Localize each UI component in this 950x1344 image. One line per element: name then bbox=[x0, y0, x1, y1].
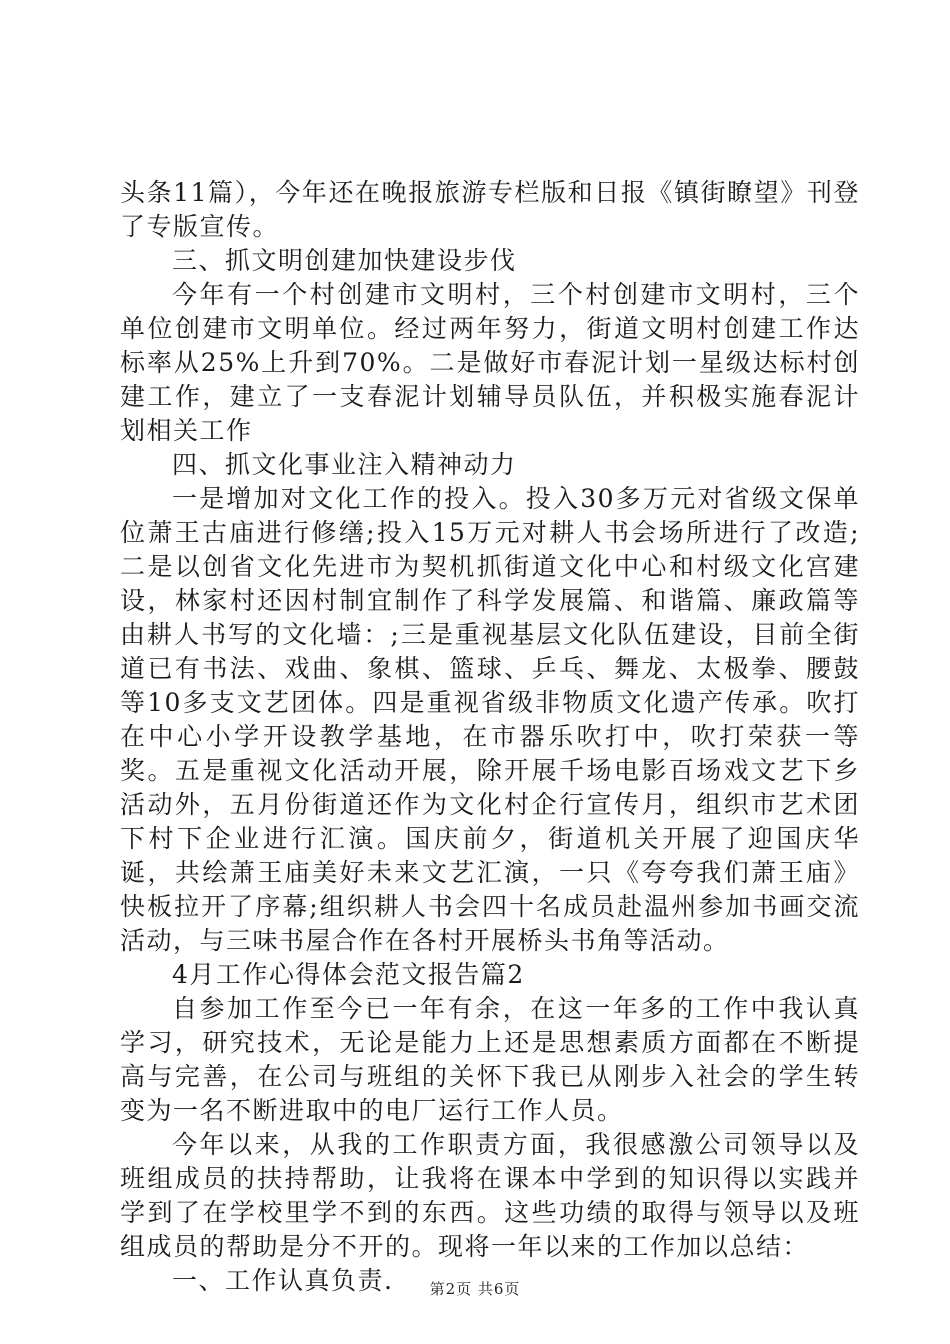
page-footer: 第2页 共6页 bbox=[429, 1280, 521, 1298]
paragraph-5: 今年以来，从我的工作职责方面，我很感激公司领导以及班组成员的扶持帮助，让我将在课本中学到的知识得以实践并学到了在学校里学不到的东西。这些功绩的取得与领导以及班组成员的帮助是分不开的。现将一年以来的工作加以总结： bbox=[120, 1130, 860, 1261]
paragraph-2: 今年有一个村创建市文明村，三个村创建市文明村，三个单位创建市文明单位。经过两年努力，街道文明村创建工作达标率从25%上升到70%。二是做好市春泥计划一星级达标村创建工作，建立了一支春泥计划辅导员队伍，并积极实施春泥计划相关工作 bbox=[120, 280, 860, 445]
document-body bbox=[120, 176, 860, 1298]
article-title: 4月工作心得体会范文报告篇2 bbox=[172, 960, 525, 989]
paragraph-3: 一是增加对文化工作的投入。投入30多万元对省级文保单位萧王古庙进行修缮;投入15万元对耕人书会场所进行了改造;二是以创省文化先进市为契机抓街道文化中心和村级文化宫建设，林家村还因村制宜制作了科学发展篇、和谐篇、廉政篇等由耕人书写的文化墙：;三是重视基层文化队伍建设，目前全街道已有书法、戏曲、象棋、篮球、乒乓、舞龙、太极拳、腰鼓等10多支文艺团体。四是重视省级非物质文化遗产传承。吹打在中心小学开设教学基地，在市器乐吹打中，吹打荣获一等奖。五是重视文化活动开展，除开展千场电影百场戏文艺下乡活动外，五月份街道还作为文化村企行宣传月，组织市艺术团下村下企业进行汇演。国庆前夕，街道机关开展了迎国庆华诞，共绘萧王庙美好未来文艺汇演，一只《夸夸我们萧王庙》快板拉开了序幕;组织耕人书会四十名成员赴温州参加书画交流活动，与三味书屋合作在各村开展桥头书角等活动。 bbox=[120, 484, 860, 955]
section-heading-4: 四、抓文化事业注入精神动力 bbox=[172, 450, 517, 479]
section-heading-1: 一、工作认真负责. bbox=[172, 1266, 394, 1295]
paragraph-1: 头条11篇），今年还在晚报旅游专栏版和日报《镇街瞭望》刊登了专版宣传。 bbox=[120, 178, 860, 241]
paragraph-4: 自参加工作至今已一年有余，在这一年多的工作中我认真学习，研究技术，无论是能力上还是思想素质方面都在不断提高与完善，在公司与班组的关怀下我已从刚步入社会的学生转变为一名不断进取中的电厂运行工作人员。 bbox=[120, 994, 860, 1125]
section-heading-3: 三、抓文明创建加快建设步伐 bbox=[172, 246, 517, 275]
